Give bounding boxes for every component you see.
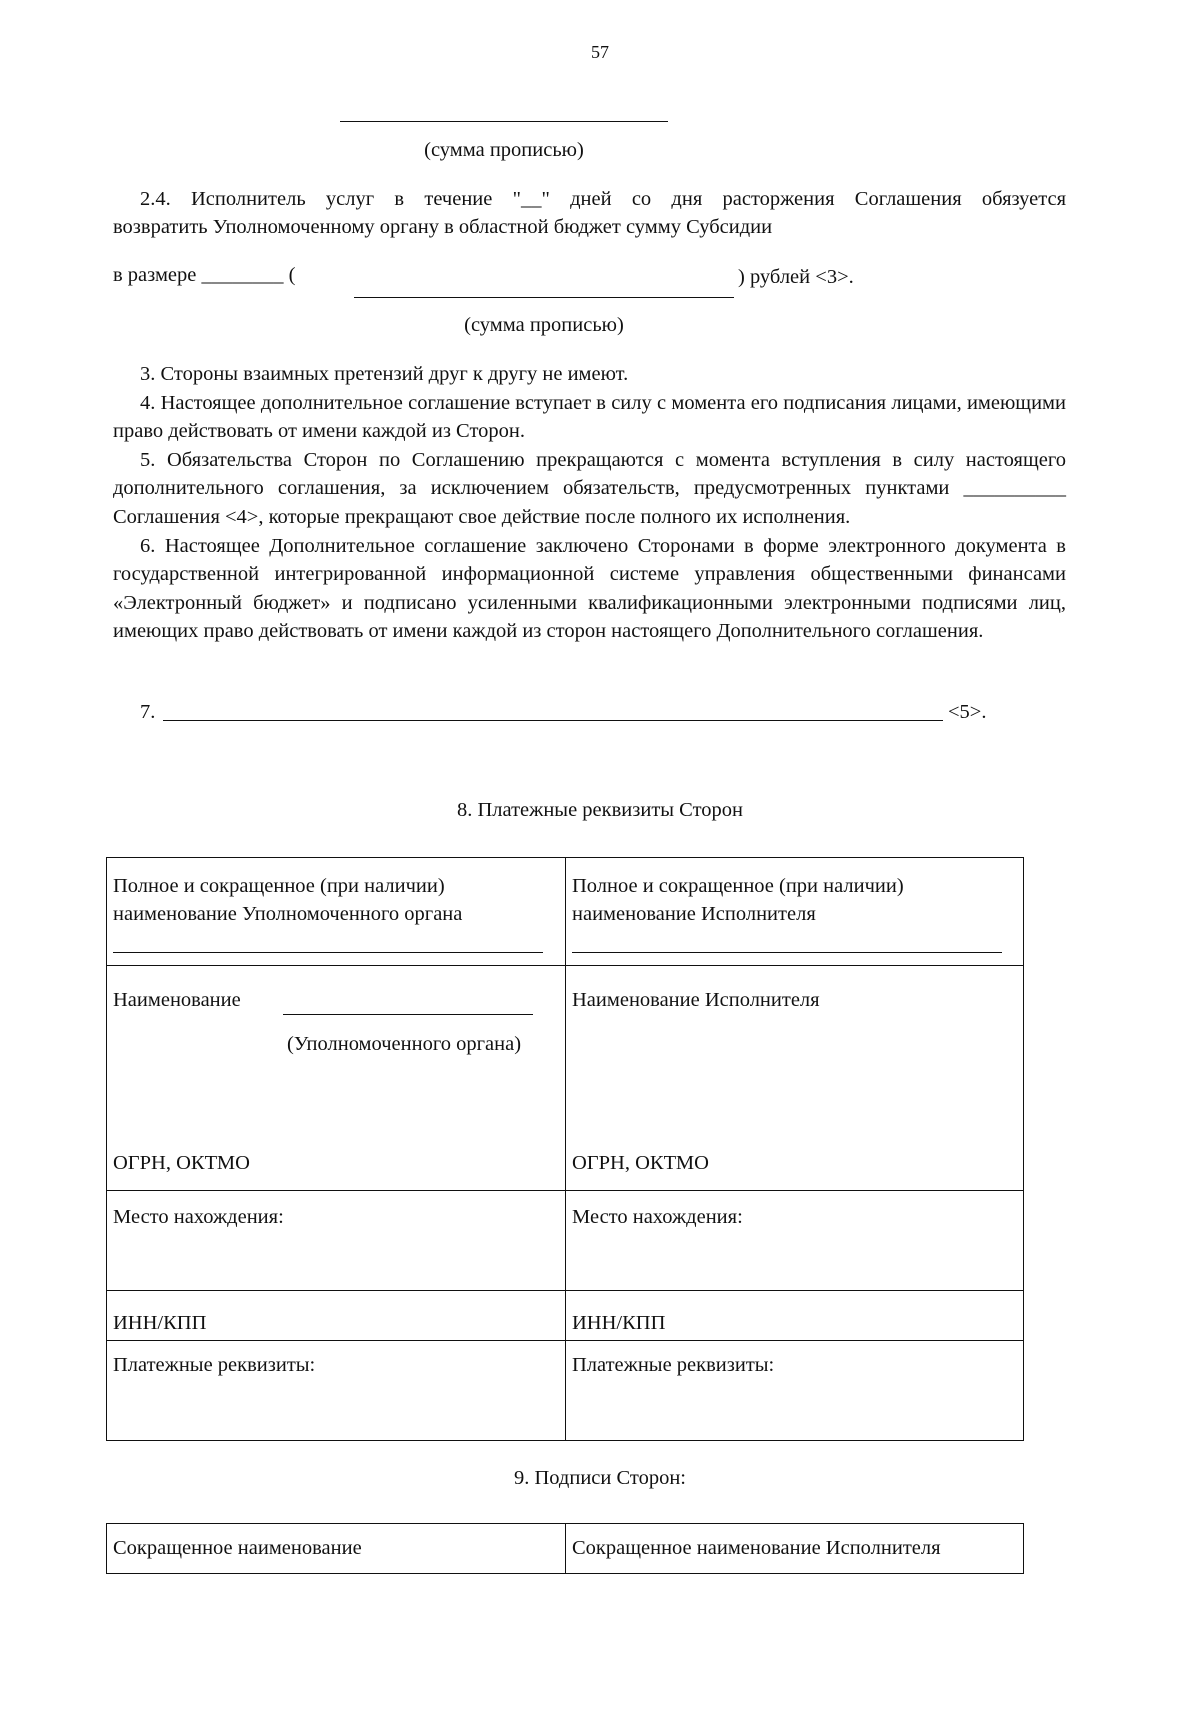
amount-suffix: ) рублей <3>. bbox=[738, 266, 854, 288]
requisites-name-row bbox=[107, 966, 1024, 1191]
payment-left: Платежные реквизиты: bbox=[113, 1354, 316, 1376]
right-header-cell bbox=[566, 858, 1024, 966]
clause-5: 5. Обязательства Сторон по Соглашению прекращаются с момента вступления в силу настоящего дополнительного соглашения, за исключением обязательств, предусмотренных пунктами __________ Соглашения <4>, которые прекращают свое действие после полного их исполнения. bbox=[113, 448, 1066, 528]
right-header-line bbox=[572, 952, 1002, 953]
sum-in-words-label: (сумма прописью) bbox=[424, 139, 584, 161]
page-number: 57 bbox=[591, 42, 609, 62]
signature-left-cell bbox=[107, 1524, 566, 1574]
right-header-text: Полное и сокращенное (при наличии) наименование Исполнителя bbox=[572, 875, 904, 925]
location-left: Место нахождения: bbox=[113, 1206, 284, 1228]
inn-left: ИНН/КПП bbox=[113, 1312, 207, 1334]
section-9-title: 9. Подписи Сторон: bbox=[513, 1467, 687, 1489]
clauses-block bbox=[113, 360, 1066, 646]
payment-right-cell bbox=[566, 1341, 1024, 1441]
left-name-label: Наименование bbox=[113, 989, 241, 1011]
clause-7-number: 7. bbox=[140, 701, 156, 723]
requisites-location-row bbox=[107, 1191, 1024, 1291]
inn-right: ИНН/КПП bbox=[572, 1312, 666, 1334]
payment-left-cell bbox=[107, 1341, 566, 1441]
clause-3: 3. Стороны взаимных претензий друг к другу не имеют. bbox=[140, 363, 629, 385]
signatures-table bbox=[106, 1523, 1024, 1574]
signature-left: Сокращенное наименование bbox=[113, 1537, 362, 1559]
right-name-label: Наименование Исполнителя bbox=[572, 989, 820, 1011]
signatures-row bbox=[107, 1524, 1024, 1574]
section-8-title: 8. Платежные реквизиты Сторон bbox=[457, 799, 743, 821]
requisites-payment-row bbox=[107, 1341, 1024, 1441]
clause-7-suffix: <5>. bbox=[948, 701, 987, 723]
clause-7-line bbox=[163, 720, 943, 721]
right-name-cell bbox=[566, 966, 1024, 1191]
left-header-line bbox=[113, 952, 543, 953]
location-right-cell bbox=[566, 1191, 1024, 1334]
requisites-table bbox=[106, 857, 1024, 1441]
ogrn-right: ОГРН, ОКТМО bbox=[572, 1152, 709, 1174]
amount-prefix: в размере ________ ( bbox=[113, 264, 296, 286]
left-name-sub: (Уполномоченного органа) bbox=[287, 1033, 522, 1055]
signature-right: Сокращенное наименование Исполнителя bbox=[572, 1537, 941, 1559]
clause-4: 4. Настоящее дополнительное соглашение вступает в силу с момента его подписания лицами, имеющими право действовать от имени каждой из Сторон. bbox=[113, 391, 1066, 443]
location-left-cell bbox=[107, 1191, 566, 1334]
location-right: Место нахождения: bbox=[572, 1206, 743, 1228]
clause-2-4-line2: возвратить Уполномоченному органу в областной бюджет сумму Субсидии bbox=[113, 216, 773, 238]
payment-right: Платежные реквизиты: bbox=[572, 1354, 775, 1376]
requisites-header-row bbox=[107, 858, 1024, 966]
clause-2-4-line1: 2.4. Исполнитель услуг в течение "__" дней со дня расторжения Соглашения обязуется bbox=[140, 188, 1066, 210]
left-header-cell bbox=[107, 858, 566, 966]
requisites-inn-row bbox=[107, 1291, 1024, 1341]
signature-right-cell bbox=[566, 1524, 1024, 1574]
inn-left-cell bbox=[107, 1291, 566, 1341]
left-header-text: Полное и сокращенное (при наличии) наименование Уполномоченного органа bbox=[113, 875, 463, 925]
amount-words-line bbox=[354, 297, 734, 298]
inn-right-cell bbox=[566, 1291, 1024, 1341]
ogrn-left: ОГРН, ОКТМО bbox=[113, 1152, 250, 1174]
left-name-line bbox=[283, 1014, 533, 1015]
sum-blank-line bbox=[340, 121, 668, 122]
left-name-cell bbox=[107, 966, 566, 1191]
amount-words-label: (сумма прописью) bbox=[464, 314, 624, 336]
clause-6: 6. Настоящее Дополнительное соглашение заключено Сторонами в форме электронного документа в государственной интегрированной информационной системе управления общественными финансами «Электронный бюджет» и подписано усиленными квалификационными электронными подписями лиц, имеющих право действовать от имени каждой из сторон настоящего Дополнительного соглашения. bbox=[113, 534, 1066, 643]
